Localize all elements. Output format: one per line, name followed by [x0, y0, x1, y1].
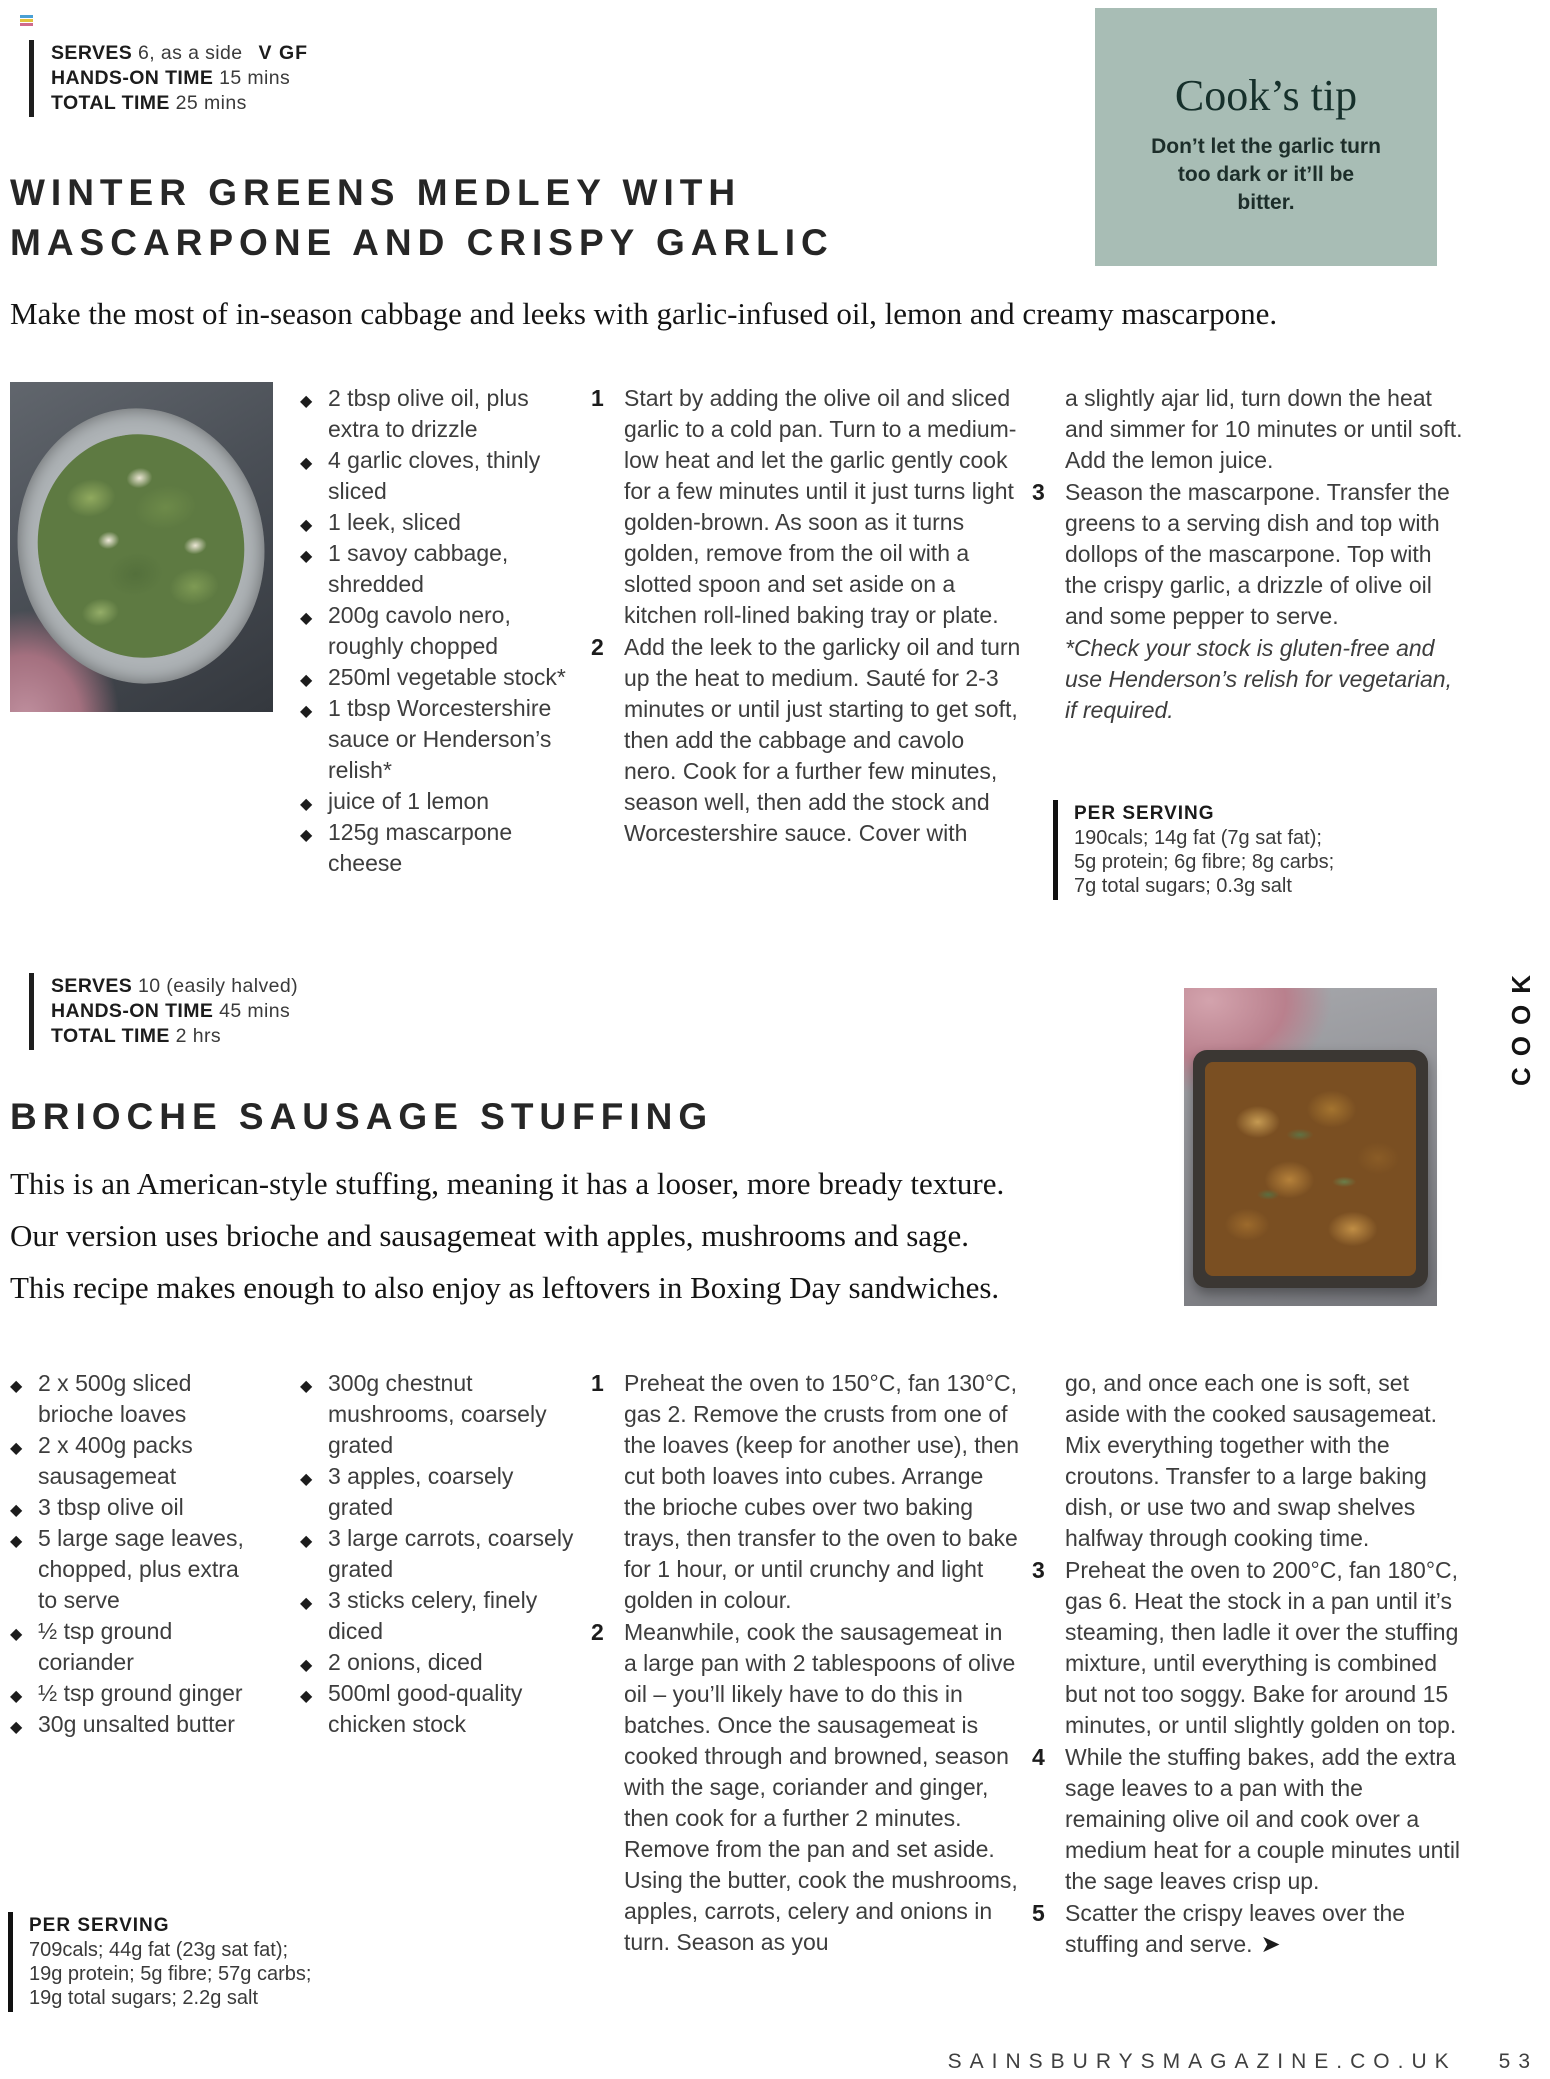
method-step: 1 Preheat the oven to 150°C, fan 130°C, gas 2. Remove the crusts from one of the loaves (keep for another use), then cut both loaves into cubes. Arrange the brioche cubes over two baking trays, then transfer to the oven to bake for 1 hour, or until crunchy and light golden in colour. [591, 1370, 1020, 1613]
ingredient-item: ◆ 30g unsalted butter [10, 1709, 262, 1740]
gluten-free-note: *Check your stock is gluten-free and use Henderson’s relish for vegetarian, if required. [1065, 635, 1452, 723]
ingredient-item: ◆ juice of 1 lemon [300, 786, 572, 817]
ingredient-item: ◆ 1 tbsp Worcestershire sauce or Henderson’s relish* [300, 695, 552, 783]
recipe2-per-serving [8, 1912, 311, 2012]
method-step: 4 While the stuffing bakes, add the extra sage leaves to a pan with the remaining olive oil and cook over a medium heat for a couple minutes until the sage leaves crisp up. [1032, 1744, 1461, 1894]
diamond-bullet-icon: ◆ [300, 827, 313, 844]
recipe1-title: WINTER GREENS MEDLEY WITH MASCARPONE AND CRISPY GARLIC [10, 172, 834, 263]
step-number: 5 [1032, 1900, 1045, 1926]
diamond-bullet-icon: ◆ [10, 1440, 23, 1457]
recipe2-meta-block [29, 973, 298, 1050]
step-number: 3 [1032, 479, 1045, 505]
diamond-bullet-icon: ◆ [300, 796, 313, 813]
ingredient-item: ◆ 3 tbsp olive oil [10, 1492, 262, 1523]
cooks-tip-box [1095, 8, 1437, 266]
page-number: 53 [1498, 2050, 1538, 2073]
recipe1-method-column-2 [1032, 383, 1468, 727]
method-step: 3 Preheat the oven to 200°C, fan 180°C, gas 6. Heat the stock in a pan until it’s steaming, then ladle it over the stuffing mixture, until everything is combined but not too soggy. Bake for around 15 minutes, or until slightly golden on top. [1032, 1557, 1459, 1738]
diamond-bullet-icon: ◆ [10, 1502, 23, 1519]
nutrition-line: 5g protein; 6g fibre; 8g carbs; [1074, 851, 1335, 873]
diamond-bullet-icon: ◆ [300, 610, 313, 627]
step-number: 4 [1032, 1744, 1045, 1770]
roasting-dish-image [1193, 1050, 1428, 1288]
recipe1-per-serving [1053, 800, 1334, 900]
diet-badges: V GF [258, 42, 309, 64]
nutrition-line: 19g total sugars; 2.2g salt [29, 1987, 259, 2009]
ingredient-item: ◆ 1 savoy cabbage, shredded [300, 540, 509, 597]
recipe2-method-column-1 [591, 1368, 1021, 1959]
recipe2-ingredients-column-1 [10, 1368, 262, 1740]
method-step: 2 Add the leek to the garlicky oil and turn up the heat to medium. Sauté for 2-3 minutes or until just starting to get soft, then add the cabbage and cavolo nero. Cook for a further few minutes, season well, then add the stock and Worcestershire sauce. Cover with [591, 634, 1021, 846]
ingredient-item: ◆ 2 onions, diced [300, 1647, 582, 1678]
recipe1-meta-block [29, 40, 308, 117]
method-step-continuation: a slightly ajar lid, turn down the heat and simmer for 10 minutes or until soft. Add the lemon juice. [1065, 385, 1463, 473]
diamond-bullet-icon: ◆ [10, 1626, 23, 1643]
ingredient-item: ◆ 300g chestnut mushrooms, coarsely grated [300, 1370, 547, 1458]
ingredient-item: ◆ 5 large sage leaves, chopped, plus extra to serve [10, 1525, 244, 1613]
ingredient-item: ◆ 2 tbsp olive oil, plus extra to drizzle [300, 385, 529, 442]
diamond-bullet-icon: ◆ [300, 1533, 313, 1550]
method-step: 3 Season the mascarpone. Transfer the greens to a serving dish and top with dollops of the mascarpone. Top with the crispy garlic, a drizzle of olive oil and some pepper to serve. [1032, 479, 1450, 629]
diamond-bullet-icon: ◆ [10, 1533, 23, 1550]
diamond-bullet-icon: ◆ [300, 455, 313, 472]
continues-next-page-arrow-icon: ➤ [1260, 1931, 1281, 1958]
diamond-bullet-icon: ◆ [300, 517, 313, 534]
recipe2-title: BRIOCHE SAUSAGE STUFFING [10, 1096, 714, 1137]
page-footer [948, 2050, 1538, 2074]
recipe1-intro: Make the most of in-season cabbage and leeks with garlic-infused oil, lemon and creamy mascarpone. [10, 296, 1278, 331]
diamond-bullet-icon: ◆ [300, 1378, 313, 1395]
step-number: 1 [591, 385, 604, 411]
section-label-cook: COOK [1506, 964, 1536, 1086]
print-registration-mark-icon [20, 15, 33, 26]
diamond-bullet-icon: ◆ [300, 1595, 313, 1612]
cooks-tip-body: Don’t let the garlic turn too dark or it’ll be bitter. [1151, 135, 1381, 214]
ingredient-item: ◆ 4 garlic cloves, thinly sliced [300, 447, 541, 504]
step-number: 2 [591, 634, 604, 660]
ingredient-item: ◆ 3 apples, coarsely grated [300, 1463, 514, 1520]
magazine-website: SAINSBURYSMAGAZINE.CO.UK [947, 2050, 1457, 2073]
diamond-bullet-icon: ◆ [300, 672, 313, 689]
greens-image [20, 418, 262, 674]
meta-total-line: TOTAL TIME 2 hrs [51, 1025, 222, 1047]
method-step: 2 Meanwhile, cook the sausagemeat in a large pan with 2 tablespoons of olive oil – you’ll likely have to do this in batches. Once the sausagemeat is cooked through and browned, season with the sage, coriander and ginger, then cook for a further 2 minutes. Remove from the pan and set aside. Using the butter, cook the mushrooms, apples, carrots, celery and onions in turn. Season as you [591, 1619, 1018, 1955]
method-step: 5 Scatter the crispy leaves over the stuffing and serve. ➤ [1032, 1900, 1406, 1958]
diamond-bullet-icon: ◆ [300, 1657, 313, 1674]
ingredient-item: ◆ 250ml vegetable stock* [300, 662, 572, 693]
stuffing-image [1205, 1062, 1416, 1276]
nutrition-line: 19g protein; 5g fibre; 57g carbs; [29, 1963, 312, 1985]
ingredient-item: ◆ 200g cavolo nero, roughly chopped [300, 602, 511, 659]
recipe1-ingredients-list [300, 383, 572, 879]
recipe1-method-column-1 [591, 383, 1021, 850]
winter-greens-photo [10, 382, 273, 712]
diamond-bullet-icon: ◆ [300, 393, 313, 410]
step-number: 3 [1032, 1557, 1045, 1583]
ingredient-item: ◆ 1 leek, sliced [300, 507, 572, 538]
meta-hands-on-line: HANDS-ON TIME 15 mins [51, 67, 291, 89]
platter-image [0, 389, 286, 704]
ingredient-item: ◆ 2 x 500g sliced brioche loaves [10, 1370, 192, 1427]
diamond-bullet-icon: ◆ [300, 1688, 313, 1705]
meta-serves-line: SERVES 6, as a side V GF [51, 42, 309, 64]
cooks-tip-title: Cook’s tip [1174, 71, 1358, 120]
nutrition-line: 7g total sugars; 0.3g salt [1074, 875, 1292, 897]
ingredient-item: ◆ 2 x 400g packs sausagemeat [10, 1432, 193, 1489]
recipe2-method-column-2 [1032, 1368, 1468, 1961]
ingredient-item: ◆ ½ tsp ground coriander [10, 1618, 173, 1675]
ingredient-item: ◆ 125g mascarpone cheese [300, 819, 513, 876]
meta-hands-on-line: HANDS-ON TIME 45 mins [51, 1000, 291, 1022]
step-number: 1 [591, 1370, 604, 1396]
method-step: 1 Start by adding the olive oil and sliced garlic to a cold pan. Turn to a medium-low heat and let the garlic gently cook for a few minutes until it just turns light golden-brown. As soon as it turns golden, remove from the oil with a slotted spoon and set aside on a kitchen roll-lined baking tray or plate. [591, 385, 1017, 628]
diamond-bullet-icon: ◆ [10, 1688, 23, 1705]
recipe2-ingredients-column-2 [300, 1368, 582, 1740]
diamond-bullet-icon: ◆ [300, 1471, 313, 1488]
method-step-continuation: go, and once each one is soft, set aside with the cooked sausagemeat. Mix everything together with the croutons. Transfer to a large baking dish, or use two and swap shelves halfway through cooking time. [1065, 1370, 1438, 1551]
ingredient-item: ◆ ½ tsp ground ginger [10, 1678, 262, 1709]
per-serving-title: PER SERVING [29, 1915, 170, 1936]
ingredient-item: ◆ 3 sticks celery, finely diced [300, 1587, 538, 1644]
brioche-stuffing-photo [1184, 988, 1437, 1306]
diamond-bullet-icon: ◆ [10, 1719, 23, 1736]
nutrition-line: 190cals; 14g fat (7g sat fat); [1074, 827, 1322, 849]
step-number: 2 [591, 1619, 604, 1645]
nutrition-line: 709cals; 44g fat (23g sat fat); [29, 1939, 289, 1961]
diamond-bullet-icon: ◆ [300, 548, 313, 565]
ingredient-item: ◆ 500ml good-quality chicken stock [300, 1680, 523, 1737]
recipe2-intro: This is an American-style stuffing, meaning it has a looser, more bready texture. Our version uses brioche and sausagemeat with apples, mushrooms and sage. This recipe makes enough to also enjoy as leftovers in Boxing Day sandwiches. [10, 1166, 1005, 1305]
diamond-bullet-icon: ◆ [10, 1378, 23, 1395]
meta-serves-line: SERVES 10 (easily halved) [51, 975, 299, 997]
per-serving-title: PER SERVING [1074, 803, 1215, 824]
ingredient-item: ◆ 3 large carrots, coarsely grated [300, 1525, 574, 1582]
meta-total-line: TOTAL TIME 25 mins [51, 92, 247, 114]
diamond-bullet-icon: ◆ [300, 703, 313, 720]
